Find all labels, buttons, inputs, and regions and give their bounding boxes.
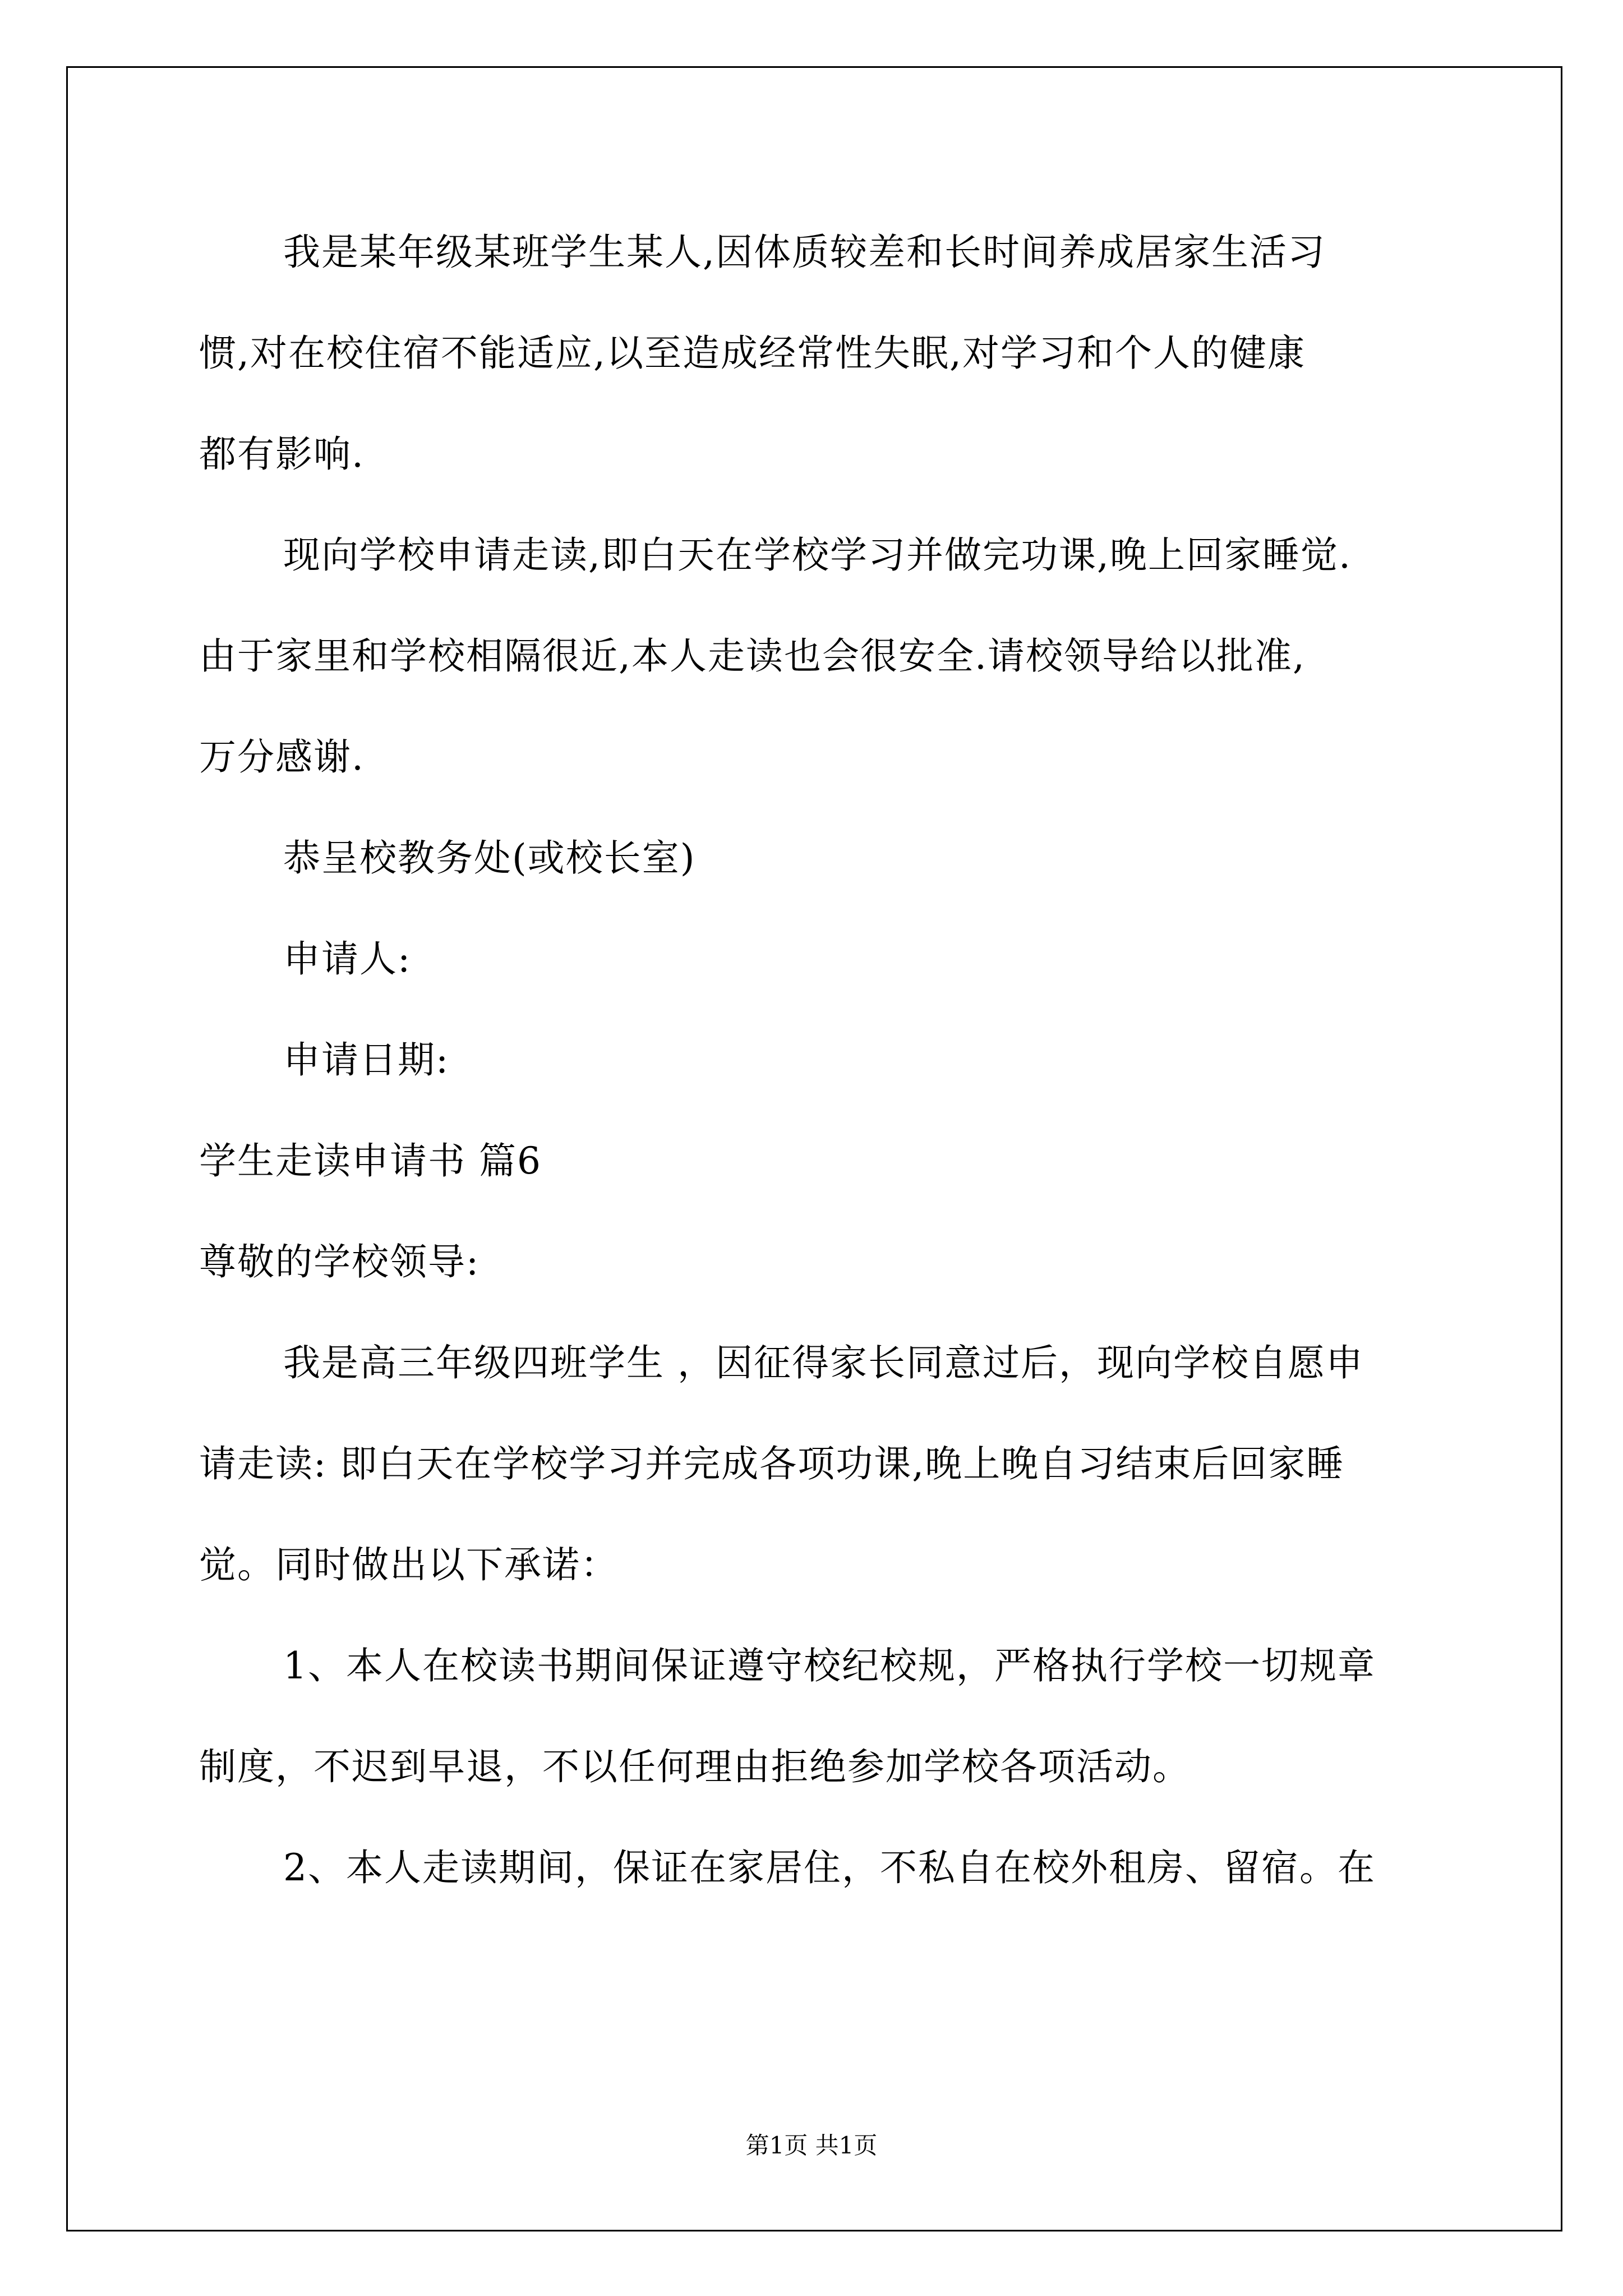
paragraph-line: 1、本人在校读书期间保证遵守校纪校规，严格执行学校一切规章 bbox=[283, 1644, 1376, 1687]
paragraph-line: 我是高三年级四班学生 ，因征得家长同意过后，现向学校自愿申 bbox=[283, 1341, 1364, 1384]
section-heading: 学生走读申请书 篇6 bbox=[199, 1139, 542, 1182]
paragraph-line: 申请人: bbox=[283, 937, 412, 981]
paragraph-line: 我是某年级某班学生某人,因体质较差和长时间养成居家生活习 bbox=[283, 231, 1326, 274]
paragraph-line: 万分感谢. bbox=[199, 735, 365, 779]
paragraph-line: 现向学校申请走读,即白天在学校学习并做完功课,晚上回家睡觉. bbox=[283, 533, 1352, 577]
paragraph-line: 惯,对在校住宿不能适应,以至造成经常性失眠,对学习和个人的健康 bbox=[199, 332, 1306, 375]
paragraph-line: 2、本人走读期间，保证在家居住，不私自在校外租房、留宿。在 bbox=[283, 1846, 1376, 1889]
paragraph-line: 申请日期: bbox=[283, 1038, 450, 1082]
paragraph-line: 都有影响. bbox=[199, 432, 365, 476]
page-footer: 第1页 共1页 bbox=[745, 2132, 878, 2159]
paragraph-line: 由于家里和学校相隔很近,本人走读也会很安全.请校领导给以批准, bbox=[199, 634, 1306, 678]
salutation: 尊敬的学校领导: bbox=[199, 1240, 480, 1283]
paragraph-line: 制度，不迟到早退，不以任何理由拒绝参加学校各项活动。 bbox=[199, 1745, 1191, 1788]
paragraph-line: 恭呈校教务处(或校长室) bbox=[283, 836, 696, 880]
paragraph-line: 觉。同时做出以下承诺： bbox=[199, 1543, 619, 1586]
paragraph-line: 请走读: 即白天在学校学习并完成各项功课,晚上晚自习结束后回家睡 bbox=[199, 1442, 1345, 1485]
